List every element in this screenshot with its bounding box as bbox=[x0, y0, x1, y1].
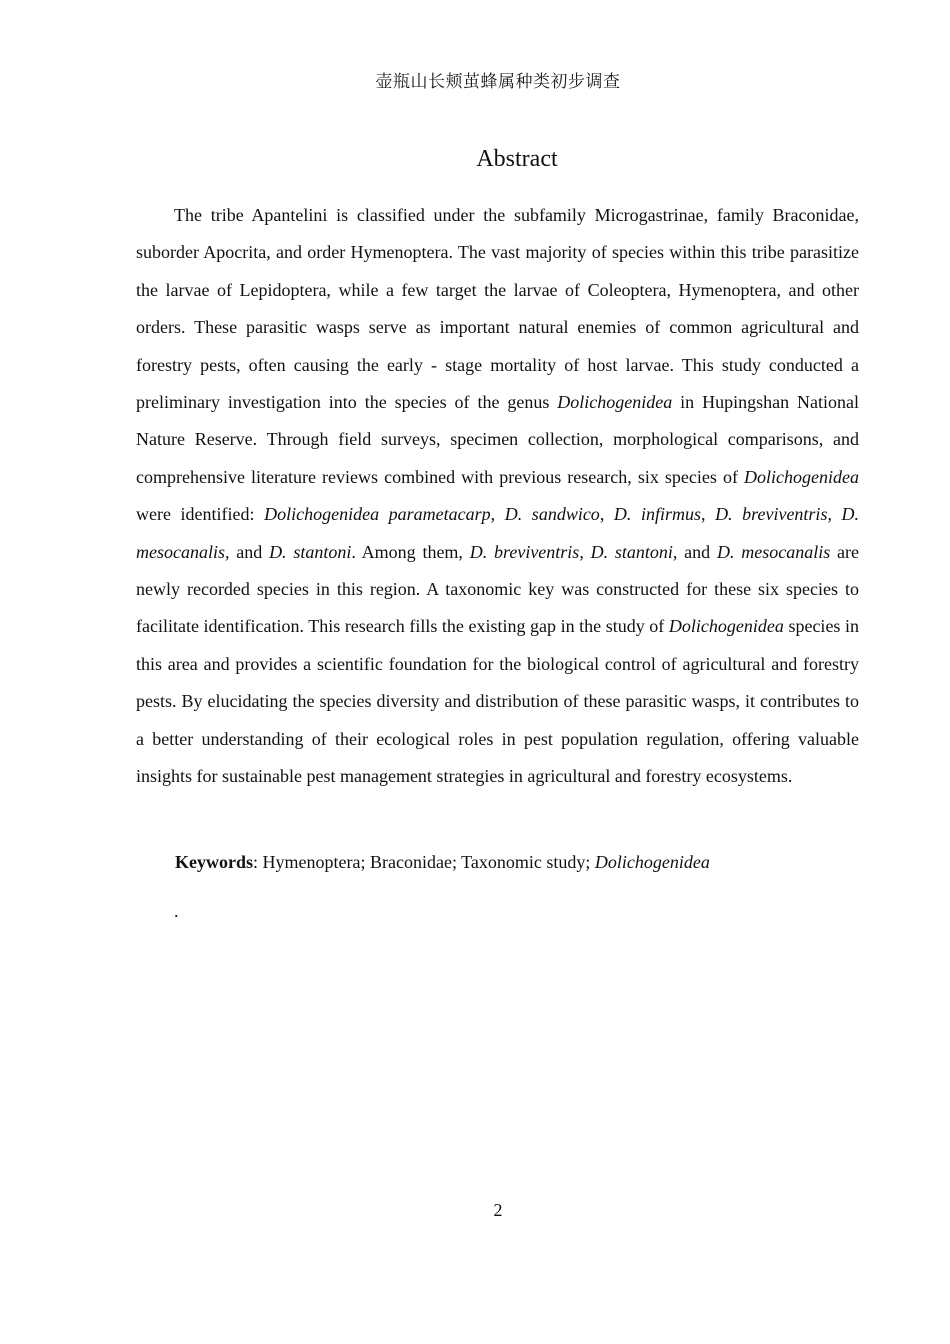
conjunction: and bbox=[684, 541, 711, 562]
stray-period: . bbox=[174, 901, 179, 921]
abstract-text-2: in Hupingshan National Nature Reserve. Through field surveys, specimen collection, morphological comparisons, and comprehensive literature reviews combined with previous research, six species of bbox=[136, 392, 859, 487]
keywords-separator: : bbox=[253, 852, 259, 872]
species-name: D. breviventris bbox=[469, 541, 580, 562]
species-name: D. stantoni bbox=[269, 541, 352, 562]
species-name: D. mesocanalis bbox=[716, 541, 831, 562]
keywords-terms: Hymenoptera; Braconidae; Taxonomic study; bbox=[262, 852, 591, 872]
abstract-text-4: Among them, bbox=[361, 541, 463, 562]
conjunction: and bbox=[236, 541, 263, 562]
genus-name: Dolichogenidea bbox=[744, 466, 860, 487]
abstract-paragraph: The tribe Apantelini is classified under the subfamily Microgastrinae, family Braconidae, suborder Apocrita, and order Hymenoptera. The vast majority of species within this tribe parasitize the larvae of Lepidoptera, while a few target the larvae of Coleoptera, Hymenoptera, and other orders. These parasitic wasps serve as important natural enemies of common agricultural and forestry pests, often causing the early - stage mortality of host larvae. This study conducted a preliminary investigation into the species of the genus Dolichogenidea in Hupingshan National Nature Reserve. Through field surveys, specimen collection, morphological comparisons, and comprehensive literature reviews combined with previous research, six species of Dolichogenidea were identified: Dolichogenidea parametacarp, D. sandwico, D. infirmus, D. breviventris, D. mesocanalis, and D. stantoni. Among them, D. breviventris, D. stantoni, and D. mesocanalis are newly recorded species in this region. A taxonomic key was constructed for these six species to facilitate identification. This research fills the existing gap in the study of Dolichogenidea species in this area and provides a scientific foundation for the biological control of agricultural and forestry pests. By elucidating the species diversity and distribution of these parasitic wasps, it contributes to a better understanding of their ecological roles in pest population regulation, offering valuable insights for sustainable pest management strategies in agricultural and forestry ecosystems. bbox=[136, 205, 860, 787]
species-name: D. mesocanalis bbox=[136, 504, 860, 562]
keywords-label: Keywords bbox=[175, 852, 253, 872]
running-header: 壶瓶山长颊茧蜂属种类初步调查 bbox=[375, 72, 621, 92]
species-name: D. stantoni bbox=[590, 541, 673, 562]
species-name: D. breviventris bbox=[715, 504, 828, 525]
abstract-text-6: species in this area and provides a scientific foundation for the biological control of agricultural and forestry pests. By elucidating the species diversity and distribution of these parasitic wasps, it contributes to a better understanding of their ecological roles in pest population regulation, offering valuable insights for sustainable pest management strategies in agricultural and forestry ecosystems. bbox=[136, 616, 860, 787]
abstract-text-1: The tribe Apantelini is classified under the subfamily Microgastrinae, family Braconidae, suborder Apocrita, and order Hymenoptera. The vast majority of species within this tribe parasitize the larvae of Lepidoptera, while a few target the larvae of Coleoptera, Hymenoptera, and other orders. These parasitic wasps serve as important natural enemies of common agricultural and forestry pests, often causing the early - stage mortality of host larvae. This study conducted a preliminary investigation into the species of the genus bbox=[136, 205, 859, 413]
species-name: D. infirmus bbox=[613, 504, 701, 525]
species-name: D. sandwico bbox=[504, 504, 600, 525]
species-name: Dolichogenidea parametacarp bbox=[264, 504, 491, 525]
abstract-heading: Abstract bbox=[476, 146, 558, 172]
page-number: 2 bbox=[493, 1200, 503, 1220]
keywords-italic-term: Dolichogenidea bbox=[594, 852, 710, 872]
abstract-text-5: are newly recorded species in this region. A taxonomic key was constructed for these six species to facilitate identification. This research fills the existing gap in the study of bbox=[136, 541, 859, 637]
keywords-line bbox=[175, 847, 710, 877]
genus-name: Dolichogenidea bbox=[668, 616, 784, 637]
genus-name: Dolichogenidea bbox=[557, 392, 673, 413]
abstract-text-3: were identified: bbox=[136, 504, 255, 525]
